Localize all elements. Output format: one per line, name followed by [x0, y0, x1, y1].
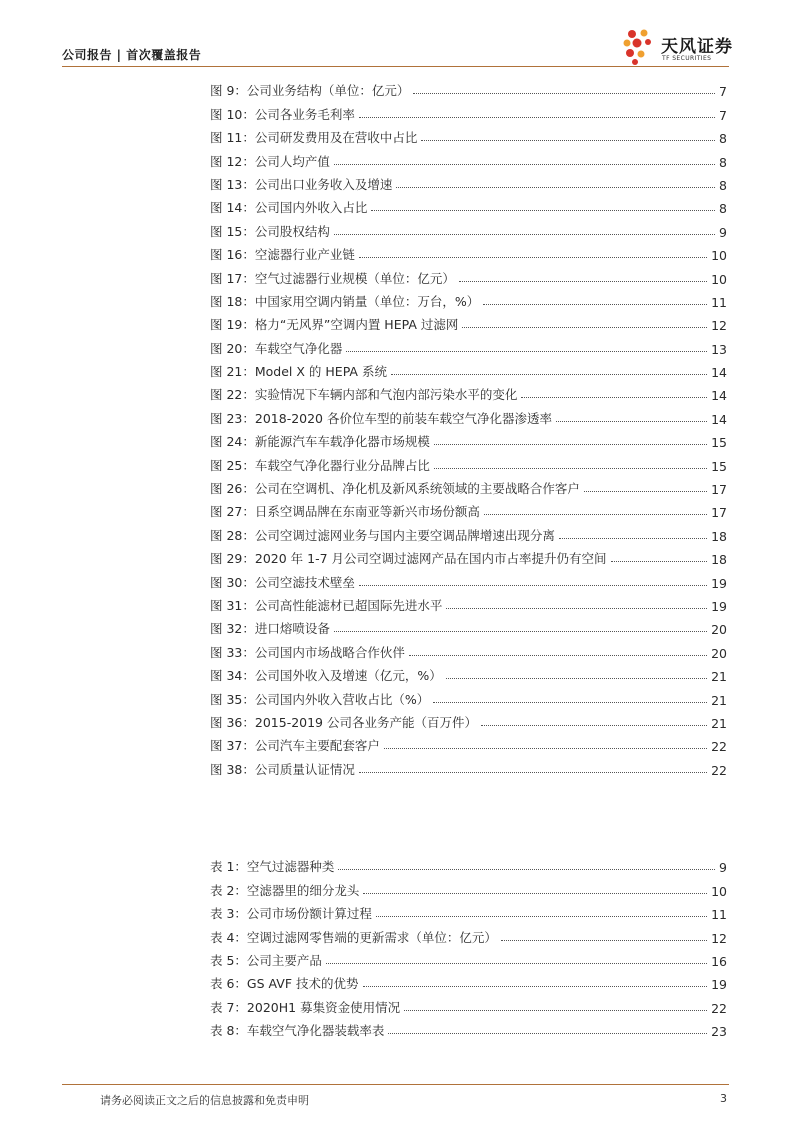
- figure-toc-entry-page: 7: [719, 84, 727, 100]
- figure-toc-entry-page: 8: [719, 201, 727, 217]
- table-toc-entry[interactable]: [210, 852, 727, 875]
- figure-toc-entry-page: 15: [711, 458, 727, 474]
- table-toc-entry-label: 表 3：公司市场份额计算过程: [210, 906, 372, 922]
- figure-toc-entry[interactable]: [210, 591, 727, 614]
- dot-leader: [484, 514, 707, 515]
- figure-toc-entry[interactable]: [210, 193, 727, 216]
- figure-toc-entry[interactable]: [210, 520, 727, 543]
- footer-divider: [62, 1084, 729, 1085]
- table-toc-entry[interactable]: [210, 969, 727, 992]
- figure-toc-entry[interactable]: [210, 123, 727, 146]
- figure-toc-entry-page: 19: [711, 598, 727, 614]
- figure-toc-entry-label: 图 20：车载空气净化器: [210, 340, 343, 356]
- dot-leader: [334, 164, 715, 165]
- dot-leader: [611, 561, 708, 562]
- figure-toc-entry[interactable]: [210, 661, 727, 684]
- header-divider: [62, 66, 729, 67]
- figure-toc-entry-label: 图 14：公司国内外收入占比: [210, 200, 368, 216]
- table-toc-entry-label: 表 8：车载空气净化器装载率表: [210, 1023, 385, 1039]
- tf-securities-logo: [620, 26, 740, 66]
- figure-toc-entry-page: 14: [711, 411, 727, 427]
- table-toc-entry[interactable]: [210, 922, 727, 945]
- figure-toc-entry[interactable]: [210, 357, 727, 380]
- figure-toc-entry-page: 22: [711, 762, 727, 778]
- figure-toc-entry[interactable]: [210, 99, 727, 122]
- dot-leader: [363, 893, 707, 894]
- figure-toc-entry-label: 图 36：2015-2019 公司各业务产能（百万件）: [210, 714, 477, 730]
- figure-toc-entry[interactable]: [210, 380, 727, 403]
- dot-leader: [338, 869, 715, 870]
- footer-disclaimer: 请务必阅读正文之后的信息披露和免责申明: [100, 1094, 309, 1107]
- figure-toc-entry[interactable]: [210, 731, 727, 754]
- report-type-title: 公司报告 | 首次覆盖报告: [62, 48, 202, 62]
- figure-toc-entry-label: 图 15：公司股权结构: [210, 223, 330, 239]
- figure-toc-entry-label: 图 10：公司各业务毛利率: [210, 106, 355, 122]
- figure-toc-entry[interactable]: [210, 637, 727, 660]
- dot-leader: [334, 234, 715, 235]
- dot-leader: [371, 210, 715, 211]
- dot-leader: [446, 678, 707, 679]
- figure-toc-entry-label: 图 34：公司国外收入及增速（亿元，%）: [210, 668, 442, 684]
- figure-toc-entry-label: 图 31：公司高性能滤材已超国际先进水平: [210, 597, 443, 613]
- figure-toc-entry[interactable]: [210, 708, 727, 731]
- figure-toc-entry-label: 图 28：公司空调过滤网业务与国内主要空调品牌增速出现分离: [210, 527, 555, 543]
- dot-leader: [409, 655, 707, 656]
- figure-toc-entry[interactable]: [210, 240, 727, 263]
- figure-toc-entry-page: 18: [711, 528, 727, 544]
- table-toc-entry-label: 表 2：空滤器里的细分龙头: [210, 882, 360, 898]
- figure-toc-entry-label: 图 11：公司研发费用及在营收中占比: [210, 130, 418, 146]
- dot-leader: [346, 351, 707, 352]
- figure-toc-entry-page: 21: [711, 715, 727, 731]
- figure-toc-entry-label: 图 25：车载空气净化器行业分品牌占比: [210, 457, 430, 473]
- figure-toc-entry[interactable]: [210, 427, 727, 450]
- figure-toc-entry[interactable]: [210, 544, 727, 567]
- figure-toc-entry[interactable]: [210, 684, 727, 707]
- dot-leader: [326, 963, 707, 964]
- figure-toc-entry-label: 图 12：公司人均产值: [210, 153, 330, 169]
- table-toc-entry[interactable]: [210, 899, 727, 922]
- figure-toc-entry[interactable]: [210, 754, 727, 777]
- logo-english-name: TF SECURITIES: [662, 55, 712, 62]
- dot-leader: [462, 327, 707, 328]
- figure-toc-entry-label: 图 37：公司汽车主要配套客户: [210, 738, 380, 754]
- table-toc-entry-page: 11: [711, 907, 727, 923]
- dot-leader: [376, 916, 707, 917]
- table-toc-entry[interactable]: [210, 875, 727, 898]
- figure-toc-entry-page: 21: [711, 692, 727, 708]
- table-toc-entry-label: 表 5：公司主要产品: [210, 952, 322, 968]
- table-toc-entry-label: 表 4：空调过滤网零售端的更新需求（单位：亿元）: [210, 929, 497, 945]
- figure-toc-entry-label: 图 26：公司在空调机、净化机及新风系统领域的主要战略合作客户: [210, 481, 580, 497]
- figure-toc-entry-label: 图 27：日系空调品牌在东南亚等新兴市场份额高: [210, 504, 480, 520]
- figure-toc-entry-page: 10: [711, 271, 727, 287]
- figure-toc-entry[interactable]: [210, 310, 727, 333]
- dot-leader: [433, 702, 707, 703]
- figure-toc-entry-page: 14: [711, 388, 727, 404]
- figure-toc-entry-label: 图 22：实验情况下车辆内部和气泡内部污染水平的变化: [210, 387, 518, 403]
- figure-toc-entry-page: 14: [711, 365, 727, 381]
- dot-leader: [434, 468, 707, 469]
- dot-leader: [501, 940, 707, 941]
- figure-toc-entry-label: 图 16：空滤器行业产业链: [210, 247, 355, 263]
- dot-leader: [359, 772, 707, 773]
- table-toc-entry-page: 9: [719, 860, 727, 876]
- dot-leader: [404, 1010, 707, 1011]
- table-toc-entry-page: 16: [711, 953, 727, 969]
- figure-toc-entry-page: 7: [719, 107, 727, 123]
- figure-toc-entry-page: 20: [711, 622, 727, 638]
- dot-leader: [584, 491, 707, 492]
- table-toc-entry-page: 12: [711, 930, 727, 946]
- page-number: 3: [720, 1092, 727, 1105]
- figure-toc-entry-page: 15: [711, 435, 727, 451]
- figure-toc-entry-page: 12: [711, 318, 727, 334]
- figure-toc-entry-page: 19: [711, 575, 727, 591]
- figure-toc-entry-page: 20: [711, 645, 727, 661]
- figure-toc-entry[interactable]: [210, 614, 727, 637]
- dot-leader: [396, 187, 715, 188]
- figure-toc-entry-label: 图 13：公司出口业务收入及增速: [210, 176, 393, 192]
- figure-toc-entry-label: 图 18：中国家用空调内销量（单位：万台，%）: [210, 293, 480, 309]
- figure-toc-entry-page: 22: [711, 739, 727, 755]
- figure-toc-entry-label: 图 23：2018-2020 各价位车型的前装车载空气净化器渗透率: [210, 410, 552, 426]
- figure-toc-entry-page: 18: [711, 552, 727, 568]
- figure-toc-entry[interactable]: [210, 474, 727, 497]
- figure-toc-entry[interactable]: [210, 403, 727, 426]
- figure-toc-entry[interactable]: [210, 287, 727, 310]
- dot-leader: [384, 748, 707, 749]
- figure-toc-entry-label: 图 21：Model X 的 HEPA 系统: [210, 364, 387, 380]
- figure-toc-entry-label: 图 30：公司空滤技术壁垒: [210, 574, 355, 590]
- figure-toc-entry-page: 8: [719, 154, 727, 170]
- table-toc-entry[interactable]: [210, 946, 727, 969]
- figure-toc-entry[interactable]: [210, 170, 727, 193]
- figure-toc-entry-page: 17: [711, 505, 727, 521]
- figure-toc-entry-label: 图 38：公司质量认证情况: [210, 761, 355, 777]
- figure-toc-entry-label: 图 29：2020 年 1-7 月公司空调过滤网产品在国内市占率提升仍有空间: [210, 551, 607, 567]
- figure-toc-entry[interactable]: [210, 333, 727, 356]
- dot-leader: [359, 585, 707, 586]
- table-toc-entry-page: 23: [711, 1024, 727, 1040]
- figure-toc-entry-label: 图 17：空气过滤器行业规模（单位：亿元）: [210, 270, 455, 286]
- dot-leader: [521, 397, 707, 398]
- figure-toc-entry-label: 图 24：新能源汽车车载净化器市场规模: [210, 434, 430, 450]
- dot-leader: [363, 986, 708, 987]
- table-toc-entry[interactable]: [210, 992, 727, 1015]
- table-toc-entry-label: 表 6：GS AVF 技术的优势: [210, 976, 359, 992]
- tf-logo-icon: [620, 28, 658, 66]
- dot-leader: [334, 631, 707, 632]
- figure-toc-entry-page: 21: [711, 669, 727, 685]
- logo-chinese-name: 天风证券: [661, 37, 733, 57]
- dot-leader: [483, 304, 707, 305]
- figure-toc-entry-label: 图 33：公司国内市场战略合作伙伴: [210, 644, 405, 660]
- dot-leader: [391, 374, 707, 375]
- dot-leader: [359, 257, 707, 258]
- figure-list: [210, 76, 727, 778]
- figure-toc-entry-page: 17: [711, 482, 727, 498]
- figure-toc-entry-label: 图 9：公司业务结构（单位：亿元）: [210, 83, 410, 99]
- table-toc-entry-page: 10: [711, 883, 727, 899]
- figure-toc-entry[interactable]: [210, 263, 727, 286]
- figure-toc-entry[interactable]: [210, 216, 727, 239]
- figure-toc-entry-label: 图 19：格力“无风界”空调内置 HEPA 过滤网: [210, 317, 459, 333]
- dot-leader: [559, 538, 707, 539]
- figure-toc-entry-page: 13: [711, 341, 727, 357]
- figure-toc-entry-page: 9: [719, 224, 727, 240]
- dot-leader: [556, 421, 707, 422]
- figure-toc-entry[interactable]: [210, 567, 727, 590]
- figure-toc-entry[interactable]: [210, 497, 727, 520]
- dot-leader: [388, 1033, 707, 1034]
- figure-toc-entry[interactable]: [210, 76, 727, 99]
- figure-toc-entry[interactable]: [210, 146, 727, 169]
- figure-toc-entry-page: 10: [711, 248, 727, 264]
- table-toc-entry[interactable]: [210, 1016, 727, 1039]
- table-toc-entry-page: 19: [711, 977, 727, 993]
- figure-toc-entry-page: 11: [711, 294, 727, 310]
- table-toc-entry-page: 22: [711, 1000, 727, 1016]
- dot-leader: [421, 140, 715, 141]
- dot-leader: [446, 608, 707, 609]
- figure-toc-entry[interactable]: [210, 450, 727, 473]
- dot-leader: [413, 93, 715, 94]
- table-toc-entry-label: 表 1：空气过滤器种类: [210, 859, 335, 875]
- figure-toc-entry-label: 图 35：公司国内外收入营收占比（%）: [210, 691, 430, 707]
- figure-toc-entry-page: 8: [719, 177, 727, 193]
- table-list: [210, 852, 727, 1039]
- figure-toc-entry-page: 8: [719, 131, 727, 147]
- dot-leader: [481, 725, 707, 726]
- dot-leader: [434, 444, 707, 445]
- table-toc-entry-label: 表 7：2020H1 募集资金使用情况: [210, 999, 401, 1015]
- dot-leader: [359, 117, 715, 118]
- figure-toc-entry-label: 图 32：进口熔喷设备: [210, 621, 330, 637]
- dot-leader: [459, 281, 707, 282]
